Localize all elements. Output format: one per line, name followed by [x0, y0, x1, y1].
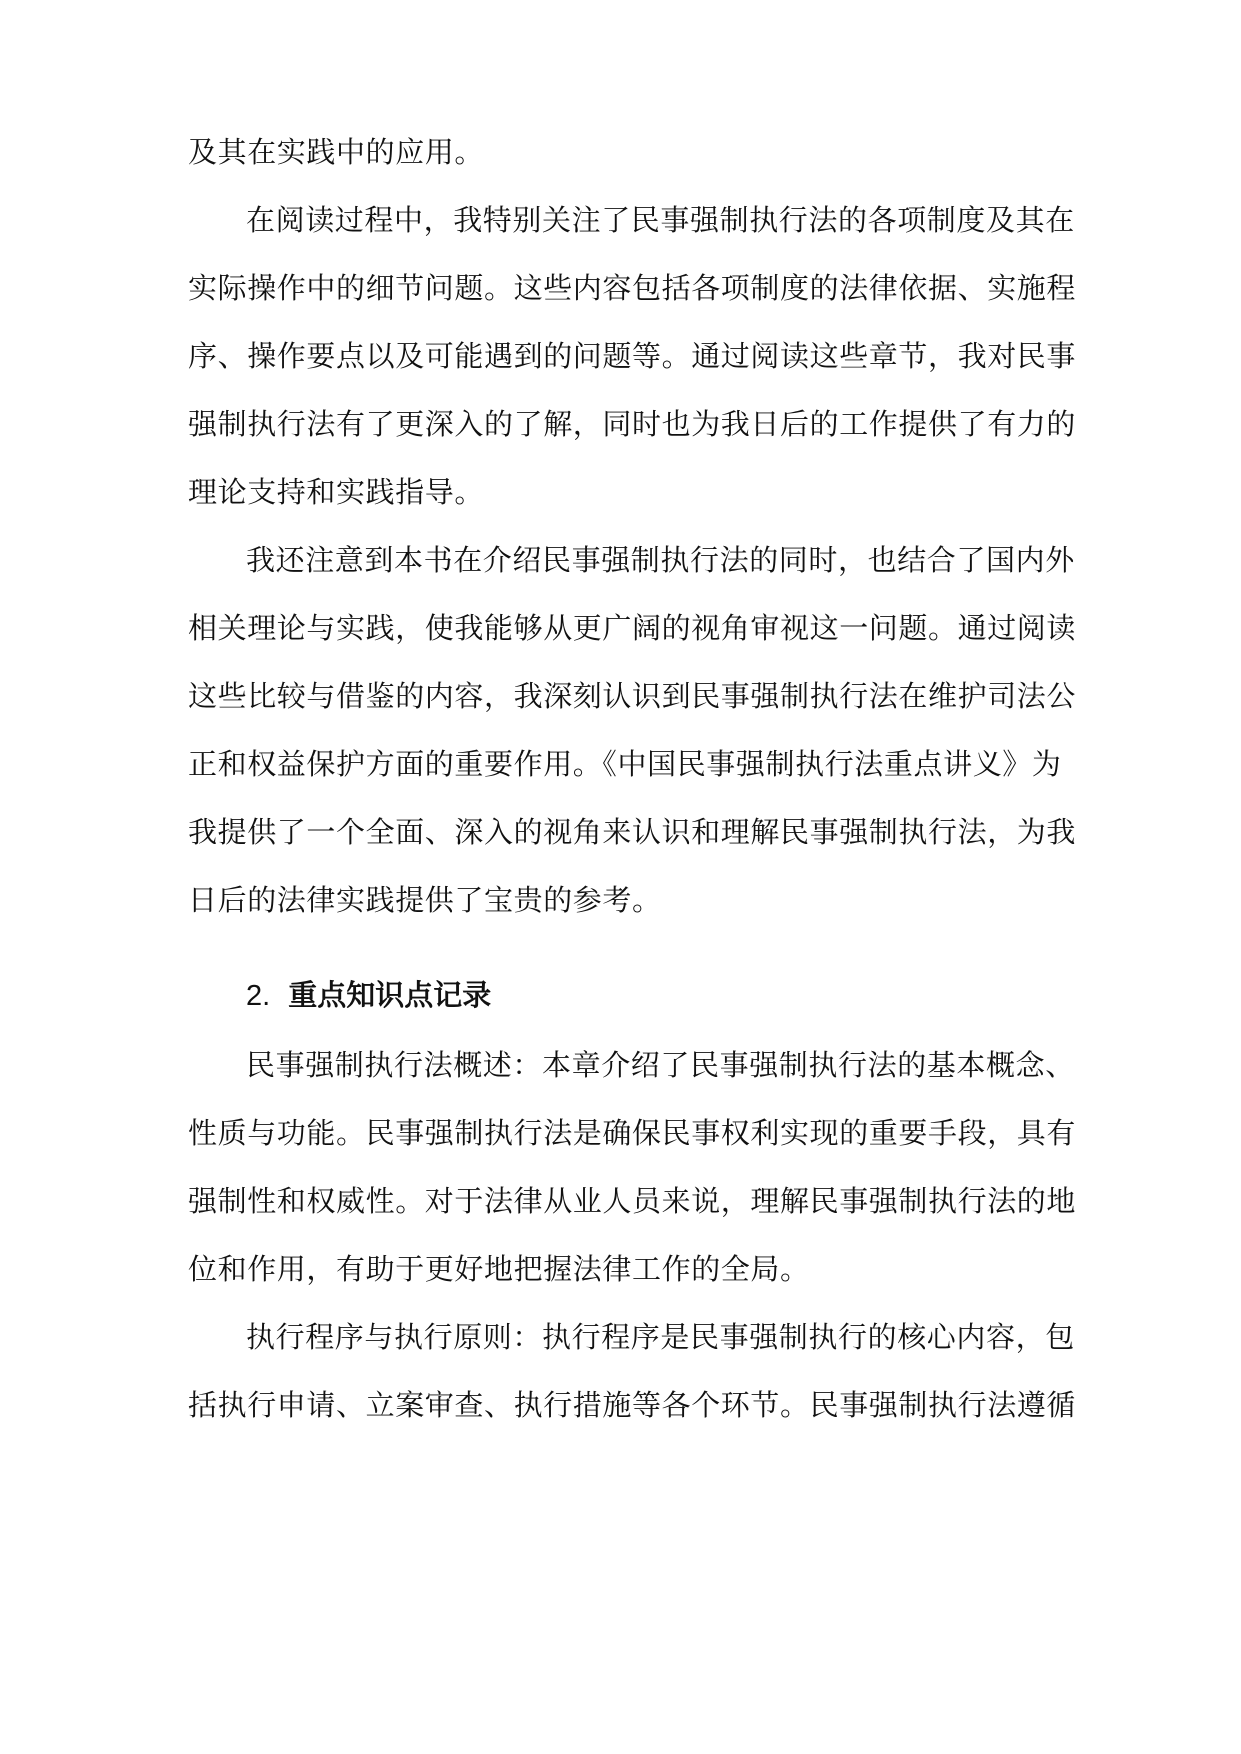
text-line: 强制性和权威性。对于法律从业人员来说，理解民事强制执行法的地 [188, 1184, 1077, 1218]
text-line: 强制执行法有了更深入的了解，同时也为我日后的工作提供了有力的 [188, 407, 1077, 441]
section-heading [246, 975, 491, 1015]
text-line: 性质与功能。民事强制执行法是确保民事权利实现的重要手段，具有 [188, 1116, 1077, 1150]
text-line: 及其在实践中的应用。 [188, 135, 485, 169]
text-line: 民事强制执行法概述：本章介绍了民事强制执行法的基本概念、 [246, 1048, 1075, 1082]
text-line: 相关理论与实践，使我能够从更广阔的视角审视这一问题。通过阅读 [188, 611, 1077, 645]
text-line: 执行程序与执行原则：执行程序是民事强制执行的核心内容，包 [246, 1320, 1075, 1354]
text-line: 这些比较与借鉴的内容，我深刻认识到民事强制执行法在维护司法公 [188, 679, 1077, 713]
text-line: 正和权益保护方面的重要作用。《中国民事强制执行法重点讲义》为 [188, 747, 1062, 781]
text-line: 序、操作要点以及可能遇到的问题等。通过阅读这些章节，我对民事 [188, 339, 1077, 373]
section-title: 重点知识点记录 [288, 978, 492, 1012]
text-line: 实际操作中的细节问题。这些内容包括各项制度的法律依据、实施程 [188, 271, 1077, 305]
text-line: 在阅读过程中，我特别关注了民事强制执行法的各项制度及其在 [246, 203, 1075, 237]
text-line: 位和作用，有助于更好地把握法律工作的全局。 [188, 1252, 810, 1286]
section-number: 2. [246, 980, 271, 1012]
text-line: 我还注意到本书在介绍民事强制执行法的同时，也结合了国内外 [246, 543, 1075, 577]
text-line: 理论支持和实践指导。 [188, 475, 485, 509]
text-line: 我提供了一个全面、深入的视角来认识和理解民事强制执行法，为我 [188, 815, 1077, 849]
text-line: 括执行申请、立案审查、执行措施等各个环节。民事强制执行法遵循 [188, 1388, 1077, 1422]
text-line: 日后的法律实践提供了宝贵的参考。 [188, 883, 662, 917]
